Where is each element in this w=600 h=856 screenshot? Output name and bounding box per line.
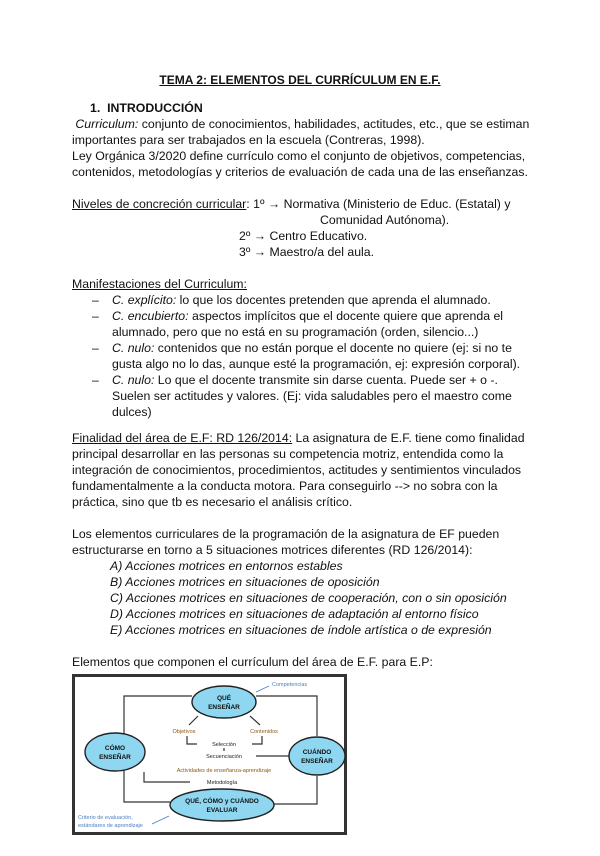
nivel-1-cont: Comunidad Autónoma). bbox=[320, 213, 450, 227]
nivel-1: 1º → Normativa (Ministerio de Educ. (Estatal) y bbox=[253, 197, 511, 211]
componen-heading: Elementos que componen el currículum del área de E.F. para E.P: bbox=[72, 655, 433, 669]
situacion-item: A) Acciones motrices en entornos estables bbox=[110, 559, 343, 573]
evaluar-label: EVALUAR bbox=[206, 807, 238, 814]
situacion-item: C) Acciones motrices en situaciones de cooperación, con o sin oposición bbox=[110, 591, 507, 605]
eval-label: QUÉ, CÓMO y CUÁNDO bbox=[185, 798, 259, 805]
como-ensenar-label: ENSEÑAR bbox=[99, 754, 131, 761]
objetivos-label: Objetivos bbox=[172, 729, 196, 735]
secuenciacion-label: Secuenciación bbox=[206, 754, 242, 760]
finalidad-text: La asignatura de E.F. tiene como finalidad principal desarrollar en las personas su competencia motriz, entendida como la integración de conocimientos, procedimientos, actitudes y sentimientos vinculados fundamentalmente a la conducta motora. Para conseguirlo --> no sobra con la práctica, sino que tb es necesario el análisis crítico. bbox=[72, 431, 525, 509]
manifestaciones-block bbox=[72, 276, 538, 420]
actividades-label: Actividades de enseñanza-aprendizaje bbox=[176, 768, 272, 774]
contenidos-label: Contenidos bbox=[250, 729, 278, 735]
elementos-block bbox=[72, 526, 538, 638]
evaluar-ellipse bbox=[170, 789, 274, 821]
curriculum-term: Curriculum: bbox=[75, 117, 139, 131]
que-label: QUÉ bbox=[216, 695, 232, 702]
page-title: TEMA 2: ELEMENTOS DEL CURRÍCULUM EN E.F. bbox=[159, 73, 441, 87]
competencias-note: Competencias bbox=[272, 682, 308, 688]
ensenar-label: ENSEÑAR bbox=[208, 704, 240, 711]
intro-paragraph bbox=[72, 116, 538, 180]
estandares-note: estándares de aprendizaje bbox=[78, 823, 143, 829]
como-ensenar-ellipse bbox=[85, 733, 145, 771]
list-item: – C. nulo: Lo que el docente transmite sin darse cuenta. Puede ser + o -. Suelen ser actitudes y valores. (Ej: vida saludables pero el maestro come dulces) bbox=[92, 373, 512, 419]
niveles-label: Niveles de concreción curricular bbox=[72, 197, 247, 211]
cuando-ensenar-label: ENSEÑAR bbox=[301, 758, 333, 765]
list-item: – C. explícito: lo que los docentes pretenden que aprenda el alumnado. bbox=[92, 293, 491, 307]
cuando-label: CUÁNDO bbox=[302, 749, 332, 756]
section-title: INTRODUCCIÓN bbox=[107, 101, 203, 115]
niveles-block: Niveles de concreción curricular: 1º → Normativa (Ministerio de Educ. (Estatal) y Comunidad Autónoma). 2º → Centro Educativo. 3º → Maestro/a del aula. bbox=[72, 196, 538, 260]
section-number: 1. bbox=[90, 101, 101, 115]
metodologia-label: Metodología bbox=[206, 780, 238, 786]
nivel-2: 2º → Centro Educativo. bbox=[239, 229, 368, 243]
section-heading bbox=[72, 100, 538, 116]
situacion-item: E) Acciones motrices en situaciones de índole artística o de expresión bbox=[110, 623, 492, 637]
manifestaciones-label: Manifestaciones del Curriculum: bbox=[72, 277, 247, 291]
curriculum-definition: conjunto de conocimientos, habilidades, actitudes, etc., que se estiman importantes para ser trabajados en la escuela (Contreras, 1998). bbox=[72, 117, 530, 147]
que-ensenar-ellipse bbox=[192, 686, 256, 718]
nivel-3: 3º → Maestro/a del aula. bbox=[239, 245, 375, 259]
situacion-item: D) Acciones motrices en situaciones de adaptación al entorno físico bbox=[110, 607, 479, 621]
finalidad-label: Finalidad del área de E.F: RD 126/2014: bbox=[72, 431, 293, 445]
cuando-ensenar-ellipse bbox=[289, 737, 345, 775]
criterio-note: Criterio de evaluación, bbox=[78, 815, 133, 821]
seleccion-label: Selección bbox=[212, 742, 236, 748]
elementos-text: Los elementos curriculares de la programación de la asignatura de EF pueden estructurarse en torno a 5 situaciones motrices diferentes (RD 126/2014): bbox=[72, 527, 500, 557]
list-item: – C. encubierto: aspectos implícitos que el docente quiere que aprenda el alumnado, pero que no está en su programación (orden, silencio...) bbox=[92, 309, 504, 339]
ley-text: Ley Orgánica 3/2020 define currículo como el conjunto de objetivos, competencias, contenidos, metodologías y criterios de evaluación de cada una de las enseñanzas. bbox=[72, 149, 528, 179]
finalidad-paragraph bbox=[72, 430, 538, 510]
situacion-item: B) Acciones motrices en situaciones de oposición bbox=[110, 575, 380, 589]
curriculum-diagram bbox=[72, 674, 348, 836]
list-item: – C. nulo: contenidos que no están porque el docente no quiere (ej: si no te gusta algo no lo das, aunque esté la programación, ej: expresión corporal). bbox=[92, 341, 521, 371]
como-label: CÓMO bbox=[104, 745, 126, 752]
